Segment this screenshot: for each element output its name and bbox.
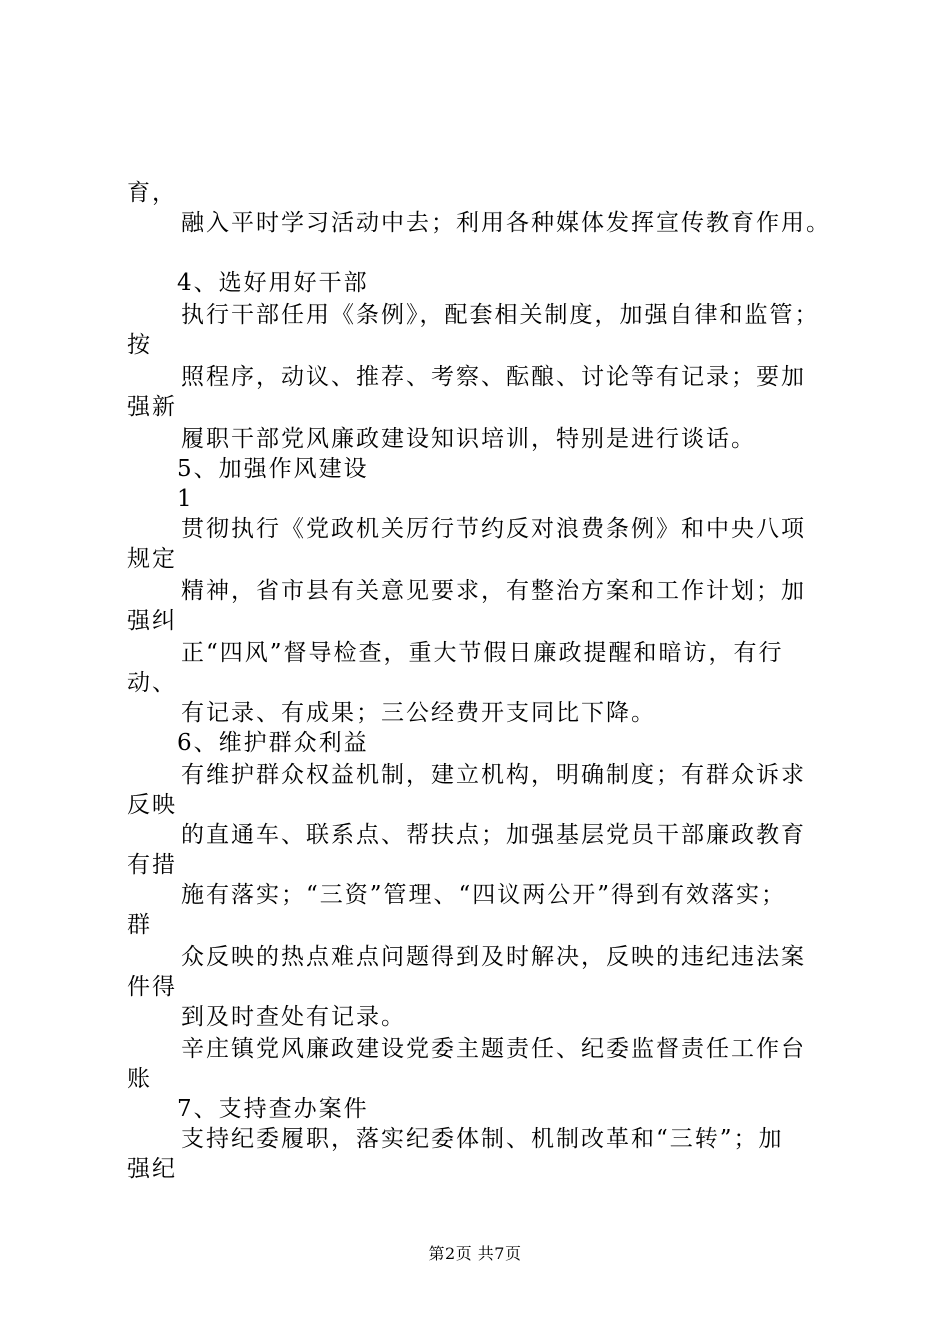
section-heading: 7、支持查办案件 xyxy=(177,1096,369,1122)
text-line: 群 xyxy=(127,912,152,938)
text-line: 照程序，动议、推荐、考察、酝酿、讨论等有记录；要加 xyxy=(181,364,806,390)
text-line: 众反映的热点难点问题得到及时解决，反映的违纪违法案 xyxy=(181,944,806,970)
text-line: 有措 xyxy=(127,852,177,878)
text-line: 1 xyxy=(177,486,194,512)
text-line: 履职干部党风廉政建设知识培训，特别是进行谈话。 xyxy=(181,426,756,452)
text-line: 贯彻执行《党政机关厉行节约反对浪费条例》和中央八项 xyxy=(181,516,806,542)
section-heading: 5、加强作风建设 xyxy=(177,456,369,482)
text-line: 执行干部任用《条例》，配套相关制度，加强自律和监管； xyxy=(181,302,820,328)
text-line: 强纠 xyxy=(127,608,177,634)
text-line: 正“四风”督导检查，重大节假日廉政提醒和暗访，有行 xyxy=(181,640,784,666)
text-line: 融入平时学习活动中去；利用各种媒体发挥宣传教育作用。 xyxy=(181,210,831,236)
page-number-label: 第2页 共7页 xyxy=(428,1244,522,1263)
page-footer xyxy=(0,1243,950,1265)
text-line: 辛庄镇党风廉政建设党委主题责任、纪委监督责任工作台 xyxy=(181,1036,806,1062)
text-line: 精神，省市县有关意见要求，有整治方案和工作计划；加 xyxy=(181,578,806,604)
text-line: 的直通车、联系点、帮扶点；加强基层党员干部廉政教育 xyxy=(181,822,806,848)
text-line: 反映 xyxy=(127,792,177,818)
text-line: 有记录、有成果；三公经费开支同比下降。 xyxy=(181,700,656,726)
text-line: 支持纪委履职，落实纪委体制、机制改革和“三转”；加 xyxy=(181,1126,784,1152)
text-line: 育， xyxy=(127,180,177,206)
text-line: 账 xyxy=(127,1066,152,1092)
text-line: 施有落实；“三资”管理、“四议两公开”得到有效落实； xyxy=(181,882,787,908)
text-line: 强新 xyxy=(127,394,177,420)
text-line: 强纪 xyxy=(127,1156,177,1182)
text-line: 有维护群众权益机制，建立机构，明确制度；有群众诉求 xyxy=(181,762,806,788)
text-line: 规定 xyxy=(127,546,177,572)
text-line: 件得 xyxy=(127,974,177,1000)
text-line: 按 xyxy=(127,332,152,358)
text-line: 动、 xyxy=(127,670,177,696)
section-heading: 4、选好用好干部 xyxy=(177,270,369,296)
text-line: 到及时查处有记录。 xyxy=(181,1004,406,1030)
section-heading: 6、维护群众利益 xyxy=(177,730,369,756)
